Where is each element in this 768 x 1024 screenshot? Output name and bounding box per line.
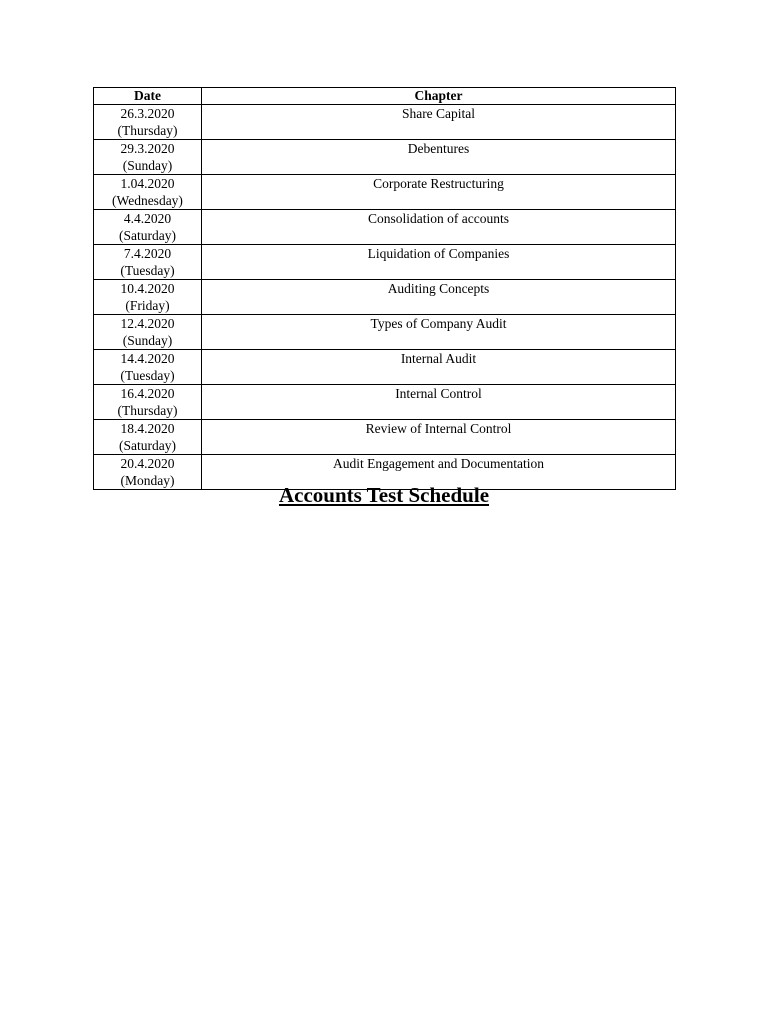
table-row [94, 350, 676, 385]
day-value: (Friday) [125, 298, 170, 313]
table-row [94, 105, 676, 140]
table-header-row [94, 88, 676, 105]
date-cell [94, 385, 202, 420]
date-value: 1.04.2020 [120, 176, 175, 191]
date-value: 12.4.2020 [120, 316, 175, 331]
date-value: 14.4.2020 [120, 351, 175, 366]
table-row [94, 385, 676, 420]
day-value: (Saturday) [119, 228, 176, 243]
day-value: (Tuesday) [120, 368, 175, 383]
date-cell [94, 420, 202, 455]
day-value: (Monday) [120, 473, 175, 488]
table-row [94, 280, 676, 315]
table-row [94, 210, 676, 245]
table-row [94, 245, 676, 280]
chapter-cell: Share Capital [202, 105, 676, 140]
table-row [94, 175, 676, 210]
date-value: 26.3.2020 [120, 106, 175, 121]
date-cell [94, 350, 202, 385]
chapter-cell: Internal Control [202, 385, 676, 420]
chapter-cell: Corporate Restructuring [202, 175, 676, 210]
day-value: (Tuesday) [120, 263, 175, 278]
date-value: 18.4.2020 [120, 421, 175, 436]
day-value: (Thursday) [117, 123, 178, 138]
date-cell [94, 140, 202, 175]
day-value: (Sunday) [122, 333, 173, 348]
chapter-cell: Liquidation of Companies [202, 245, 676, 280]
day-value: (Wednesday) [112, 193, 183, 208]
date-cell [94, 280, 202, 315]
schedule-table [93, 87, 676, 490]
date-value: 20.4.2020 [120, 456, 175, 471]
chapter-cell: Review of Internal Control [202, 420, 676, 455]
chapter-cell: Audit Engagement and Documentation [202, 455, 676, 490]
date-value: 29.3.2020 [120, 141, 175, 156]
date-cell [94, 105, 202, 140]
day-value: (Thursday) [117, 403, 178, 418]
date-value: 10.4.2020 [120, 281, 175, 296]
date-cell [94, 245, 202, 280]
chapter-cell: Auditing Concepts [202, 280, 676, 315]
date-value: 16.4.2020 [120, 386, 175, 401]
date-cell [94, 315, 202, 350]
chapter-cell: Types of Company Audit [202, 315, 676, 350]
date-cell [94, 175, 202, 210]
day-value: (Sunday) [122, 158, 173, 173]
chapter-cell: Debentures [202, 140, 676, 175]
chapter-cell: Internal Audit [202, 350, 676, 385]
date-value: 4.4.2020 [123, 211, 172, 226]
date-column-header: Date [94, 88, 202, 105]
day-value: (Saturday) [119, 438, 176, 453]
chapter-column-header: Chapter [202, 88, 676, 105]
date-value: 7.4.2020 [123, 246, 172, 261]
table-row [94, 315, 676, 350]
date-cell [94, 210, 202, 245]
table-row [94, 140, 676, 175]
table-row [94, 420, 676, 455]
chapter-cell: Consolidation of accounts [202, 210, 676, 245]
schedule-caption: Accounts Test Schedule [278, 483, 490, 507]
